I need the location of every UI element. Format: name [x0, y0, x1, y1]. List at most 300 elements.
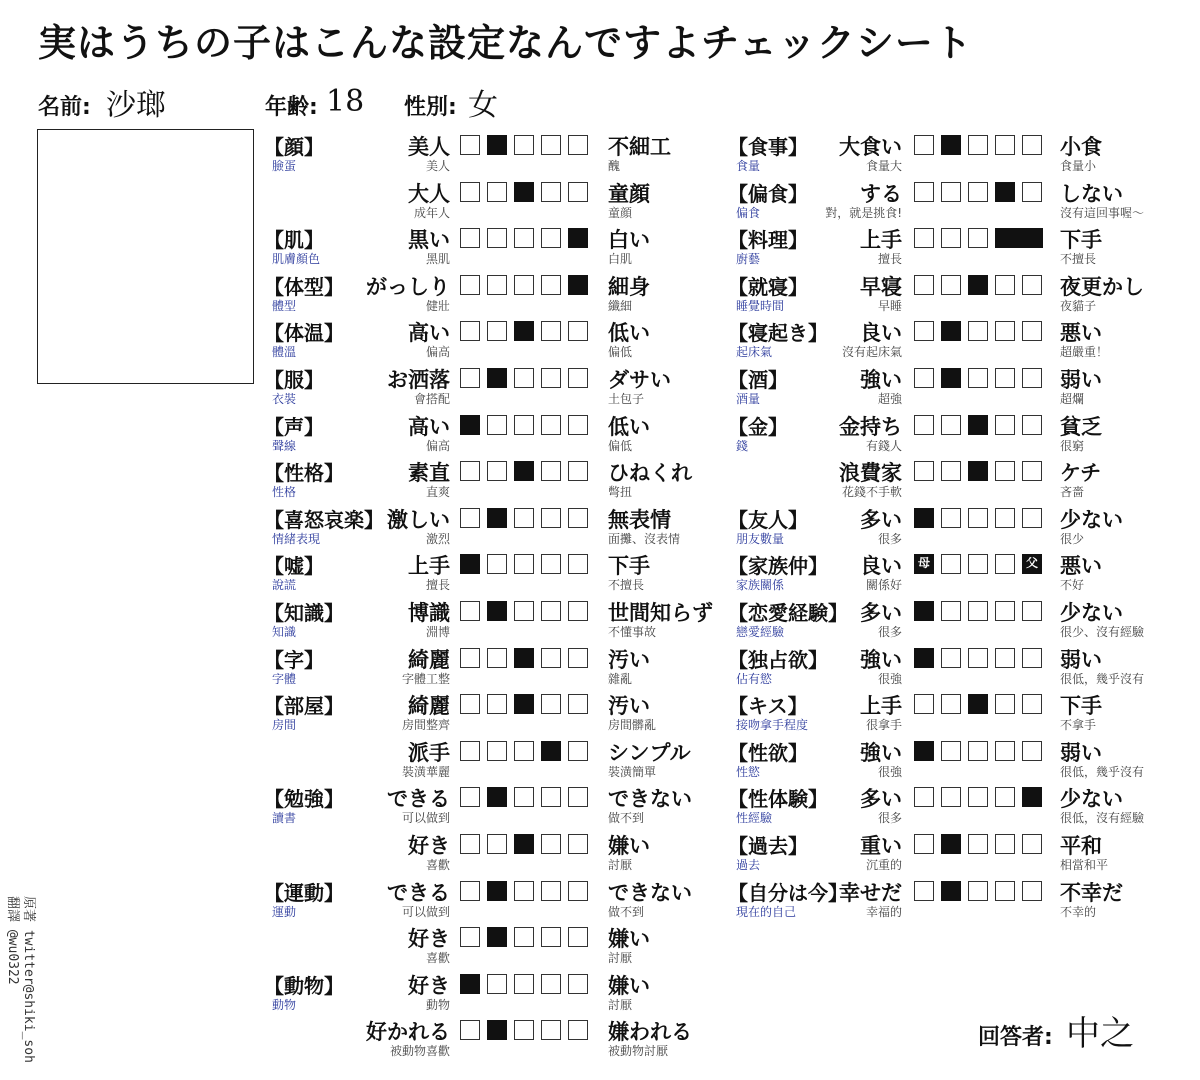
rating-box-empty[interactable] — [514, 508, 534, 528]
rating-box-filled[interactable] — [487, 1020, 507, 1040]
rating-box-empty[interactable] — [568, 834, 588, 854]
left-pole-translation: 關係好 — [865, 578, 902, 593]
left-pole-translation: 食量大 — [865, 159, 902, 173]
right-pole-label: 不幸だ — [1060, 880, 1123, 905]
right-pole-translation: 很少 — [1060, 531, 1085, 546]
rating-box-empty[interactable] — [568, 927, 588, 947]
rating-box-empty[interactable] — [514, 881, 534, 901]
rating-box-empty[interactable] — [514, 1020, 534, 1040]
right-pole-translation: 很低，幾乎沒有 — [1060, 764, 1145, 779]
rating-box-empty[interactable] — [941, 182, 961, 202]
rating-box-empty[interactable] — [1022, 881, 1042, 901]
rating-box-empty[interactable] — [568, 648, 588, 668]
rating-box-filled[interactable] — [941, 135, 961, 155]
rating-box-filled[interactable] — [941, 321, 961, 341]
trait-row — [264, 457, 724, 501]
rating-box-empty[interactable] — [941, 228, 961, 248]
rating-box-empty[interactable] — [1022, 601, 1042, 621]
category-label: 【体温】 — [264, 321, 344, 346]
rating-box-filled[interactable] — [995, 228, 1043, 248]
rating-box-empty[interactable] — [541, 648, 561, 668]
rating-box-empty[interactable] — [914, 368, 934, 388]
right-pole-label: できない — [608, 880, 692, 905]
rating-box-empty[interactable] — [460, 182, 480, 202]
rating-box-empty[interactable] — [968, 228, 988, 248]
left-pole-translation: 很強 — [877, 764, 902, 779]
credit-translator-value: @wu0322 — [5, 929, 20, 985]
right-pole-translation: 討厭 — [608, 951, 633, 966]
rating-box-empty[interactable] — [541, 834, 561, 854]
category-label: 【性体験】 — [728, 787, 828, 812]
rating-box-empty[interactable] — [487, 275, 507, 295]
rating-box-empty[interactable] — [995, 881, 1015, 901]
rating-box-empty[interactable] — [568, 368, 588, 388]
rating-box-empty[interactable] — [968, 508, 988, 528]
rating-box-empty[interactable] — [460, 135, 480, 155]
rating-box-empty[interactable] — [541, 182, 561, 202]
rating-box-empty[interactable] — [460, 648, 480, 668]
rating-box-empty[interactable] — [941, 275, 961, 295]
rating-box-empty[interactable] — [487, 554, 507, 574]
right-pole-label: 嫌われる — [608, 1020, 692, 1045]
rating-box-empty[interactable] — [968, 881, 988, 901]
rating-box-filled[interactable] — [968, 275, 988, 295]
right-pole-translation: 相當和平 — [1060, 858, 1109, 872]
rating-box-empty[interactable] — [995, 508, 1015, 528]
rating-box-empty[interactable] — [514, 135, 534, 155]
rating-box-filled[interactable] — [941, 834, 961, 854]
rating-box-empty[interactable] — [995, 554, 1015, 574]
rating-box-empty[interactable] — [460, 461, 480, 481]
rating-box-filled[interactable] — [460, 974, 480, 994]
rating-box-empty[interactable] — [1022, 415, 1042, 435]
rating-box-empty[interactable] — [941, 601, 961, 621]
rating-box-empty[interactable] — [541, 228, 561, 248]
rating-box-empty[interactable] — [968, 135, 988, 155]
rating-box-empty[interactable] — [568, 135, 588, 155]
rating-box-empty[interactable] — [1022, 508, 1042, 528]
rating-box-empty[interactable] — [941, 415, 961, 435]
right-pole-label: 平和 — [1060, 834, 1102, 858]
rating-box-filled[interactable] — [487, 787, 507, 807]
rating-box-empty[interactable] — [1022, 368, 1042, 388]
category-label: 【字】 — [264, 647, 324, 672]
right-pole-label: ダサい — [608, 368, 671, 392]
rating-box-empty[interactable] — [541, 461, 561, 481]
rating-box-empty[interactable] — [995, 368, 1015, 388]
category-label: 【就寝】 — [728, 274, 808, 299]
right-pole-label: 嫌い — [608, 834, 650, 858]
right-pole-label: ひねくれ — [608, 461, 692, 486]
left-pole-translation: 可以做到 — [401, 904, 450, 919]
category-label: 【喜怒哀楽】 — [264, 507, 384, 532]
rating-box-empty[interactable] — [487, 182, 507, 202]
rating-box-filled[interactable] — [968, 415, 988, 435]
rating-box-marked[interactable]: 父 — [1022, 554, 1042, 574]
rating-box-filled[interactable] — [487, 368, 507, 388]
right-pole-label: 下手 — [1060, 694, 1102, 719]
rating-box-marked[interactable]: 母 — [914, 554, 934, 574]
rating-box-filled[interactable] — [514, 461, 534, 481]
rating-box-empty[interactable] — [568, 321, 588, 341]
left-pole-translation: 擅長 — [877, 252, 902, 267]
rating-box-empty[interactable] — [541, 135, 561, 155]
right-pole-label: 弱い — [1060, 368, 1102, 392]
rating-box-empty[interactable] — [995, 648, 1015, 668]
category-label: 【部屋】 — [264, 694, 344, 719]
right-pole-translation: 夜貓子 — [1060, 298, 1097, 313]
left-pole-translation: 字體工整 — [401, 671, 450, 686]
gender-value: 女 — [468, 88, 498, 123]
rating-box-empty[interactable] — [460, 508, 480, 528]
rating-box-empty[interactable] — [914, 834, 934, 854]
rating-box-empty[interactable] — [1022, 321, 1042, 341]
category-translation: 體溫 — [272, 345, 297, 360]
right-pole-label: 童顔 — [608, 181, 650, 206]
rating-box-empty[interactable] — [968, 368, 988, 388]
category-label: 【知識】 — [264, 601, 344, 625]
trait-row — [728, 224, 1188, 268]
category-translation: 臉蛋 — [272, 159, 297, 173]
rating-box-empty[interactable] — [568, 741, 588, 761]
category-label: 【肌】 — [264, 228, 324, 253]
left-pole-translation: 房間整齊 — [401, 718, 450, 733]
rating-box-empty[interactable] — [941, 648, 961, 668]
rating-box-empty[interactable] — [487, 461, 507, 481]
left-pole-label: 高い — [408, 414, 450, 439]
rating-box-filled[interactable] — [541, 741, 561, 761]
rating-box-empty[interactable] — [541, 881, 561, 901]
rating-box-empty[interactable] — [541, 508, 561, 528]
left-pole-label: する — [860, 181, 902, 206]
trait-row — [728, 550, 1188, 594]
left-pole-label: 強い — [860, 647, 902, 672]
right-pole-label: 白い — [608, 228, 650, 253]
rating-box-empty[interactable] — [914, 321, 934, 341]
rating-box-empty[interactable] — [541, 415, 561, 435]
rating-box-empty[interactable] — [541, 601, 561, 621]
rating-box-empty[interactable] — [514, 228, 534, 248]
rating-box-empty[interactable] — [995, 415, 1015, 435]
left-pole-translation: 早睡 — [877, 298, 902, 313]
category-label: 【過去】 — [728, 834, 808, 858]
rating-box-empty[interactable] — [460, 321, 480, 341]
category-translation: 讀書 — [272, 811, 297, 826]
rating-box-empty[interactable] — [487, 228, 507, 248]
rating-box-empty[interactable] — [460, 368, 480, 388]
right-pole-label: 弱い — [1060, 647, 1102, 672]
rating-box-empty[interactable] — [995, 834, 1015, 854]
right-pole-translation: 不懂事故 — [608, 625, 657, 639]
rating-box-empty[interactable] — [568, 601, 588, 621]
rating-box-empty[interactable] — [460, 834, 480, 854]
right-pole-translation: 很窮 — [1060, 438, 1085, 453]
rating-box-empty[interactable] — [995, 461, 1015, 481]
right-pole-label: 小食 — [1060, 135, 1102, 159]
rating-box-empty[interactable] — [941, 508, 961, 528]
rating-box-empty[interactable] — [1022, 461, 1042, 481]
left-pole-label: できる — [387, 787, 450, 812]
trait-row — [728, 131, 1188, 175]
rating-box-empty[interactable] — [914, 275, 934, 295]
rating-box-empty[interactable] — [968, 834, 988, 854]
rating-box-empty[interactable] — [541, 694, 561, 714]
rating-box-empty[interactable] — [568, 881, 588, 901]
rating-box-filled[interactable] — [914, 508, 934, 528]
rating-box-empty[interactable] — [460, 228, 480, 248]
rating-box-empty[interactable] — [968, 554, 988, 574]
left-pole-label: 強い — [860, 740, 902, 765]
left-pole-translation: 激烈 — [425, 531, 450, 546]
rating-box-empty[interactable] — [568, 787, 588, 807]
category-label: 【食事】 — [728, 135, 808, 159]
rating-box-empty[interactable] — [487, 694, 507, 714]
rating-box-filled[interactable] — [487, 135, 507, 155]
right-pole-translation: 房間髒亂 — [608, 718, 657, 733]
rating-box-empty[interactable] — [1022, 694, 1042, 714]
rating-box-filled[interactable] — [514, 321, 534, 341]
right-pole-translation: 很低，沒有經驗 — [1060, 811, 1145, 826]
category-translation: 聲線 — [272, 438, 297, 453]
rating-box-empty[interactable] — [968, 321, 988, 341]
right-pole-label: 汚い — [608, 647, 650, 672]
rating-box-filled[interactable] — [914, 741, 934, 761]
right-pole-label: 少ない — [1060, 507, 1123, 532]
right-pole-translation: 醜 — [608, 159, 621, 173]
rating-box-empty[interactable] — [460, 927, 480, 947]
rating-box-empty[interactable] — [914, 694, 934, 714]
rating-box-empty[interactable] — [995, 135, 1015, 155]
left-pole-label: 黒い — [408, 228, 450, 253]
rating-box-filled[interactable] — [514, 834, 534, 854]
left-pole-translation: 動物 — [425, 997, 450, 1012]
credit-original-label: 原著 — [21, 896, 36, 923]
right-pole-label: 少ない — [1060, 601, 1123, 625]
rating-box-filled[interactable] — [1022, 787, 1042, 807]
left-pole-label: 好き — [408, 834, 450, 858]
rating-box-empty[interactable] — [460, 741, 480, 761]
rating-box-empty[interactable] — [568, 182, 588, 202]
rating-box-empty[interactable] — [514, 601, 534, 621]
name-label: 名前: — [38, 95, 91, 120]
rating-box-empty[interactable] — [514, 787, 534, 807]
right-pole-translation: 偏低 — [608, 345, 633, 360]
right-pole-translation: 被動物討厭 — [608, 1044, 669, 1059]
rating-box-filled[interactable] — [460, 415, 480, 435]
rating-box-filled[interactable] — [514, 694, 534, 714]
rating-box-empty[interactable] — [1022, 648, 1042, 668]
left-pole-label: 激しい — [387, 507, 450, 532]
rating-box-empty[interactable] — [995, 787, 1015, 807]
left-pole-label: 幸せだ — [839, 880, 902, 905]
rating-box-empty[interactable] — [914, 787, 934, 807]
rating-box-empty[interactable] — [1022, 275, 1042, 295]
category-translation: 朋友數量 — [736, 531, 785, 546]
rating-box-empty[interactable] — [995, 694, 1015, 714]
left-pole-label: 多い — [860, 787, 902, 812]
right-pole-label: 悪い — [1060, 554, 1102, 579]
sheet-title: 実はうちの子はこんな設定なんですよチェックシート — [38, 21, 973, 65]
rating-box-empty[interactable] — [914, 135, 934, 155]
rating-box-empty[interactable] — [968, 182, 988, 202]
rating-box-empty[interactable] — [487, 974, 507, 994]
rating-box-filled[interactable] — [941, 881, 961, 901]
rating-box-empty[interactable] — [568, 508, 588, 528]
trait-row — [728, 737, 1188, 781]
rating-box-empty[interactable] — [514, 741, 534, 761]
rating-box-empty[interactable] — [487, 321, 507, 341]
rating-box-empty[interactable] — [568, 415, 588, 435]
left-pole-label: 上手 — [408, 554, 450, 579]
left-pole-translation: 裝潢華麗 — [401, 764, 450, 779]
rating-box-empty[interactable] — [568, 461, 588, 481]
rating-box-empty[interactable] — [460, 787, 480, 807]
rating-box-empty[interactable] — [460, 275, 480, 295]
rating-box-empty[interactable] — [541, 368, 561, 388]
category-label: 【金】 — [728, 414, 788, 439]
rating-box-filled[interactable] — [941, 368, 961, 388]
right-pole-label: できない — [608, 787, 692, 812]
rating-box-empty[interactable] — [914, 182, 934, 202]
rating-box-empty[interactable] — [1022, 741, 1042, 761]
category-label: 【声】 — [264, 414, 324, 439]
category-translation: 字體 — [272, 671, 297, 686]
rating-box-empty[interactable] — [941, 787, 961, 807]
rating-box-filled[interactable] — [514, 648, 534, 668]
rating-box-filled[interactable] — [568, 228, 588, 248]
rating-box-empty[interactable] — [541, 1020, 561, 1040]
trait-row — [728, 783, 1188, 827]
rating-box-empty[interactable] — [460, 694, 480, 714]
rating-box-filled[interactable] — [487, 508, 507, 528]
rating-box-empty[interactable] — [914, 228, 934, 248]
rating-box-filled[interactable] — [487, 927, 507, 947]
left-pole-translation: 被動物喜歡 — [389, 1044, 450, 1059]
trait-row — [264, 504, 724, 548]
rating-box-empty[interactable] — [541, 974, 561, 994]
rating-box-filled[interactable] — [487, 881, 507, 901]
rating-box-filled[interactable] — [914, 601, 934, 621]
rating-box-empty[interactable] — [568, 1020, 588, 1040]
category-label: 【運動】 — [264, 880, 344, 905]
rating-box-empty[interactable] — [914, 461, 934, 481]
rating-box-empty[interactable] — [568, 554, 588, 574]
rating-box-empty[interactable] — [487, 834, 507, 854]
rating-box-empty[interactable] — [914, 415, 934, 435]
trait-row — [264, 131, 724, 175]
right-pole-label: 少ない — [1060, 787, 1123, 812]
rating-box-empty[interactable] — [941, 694, 961, 714]
rating-box-empty[interactable] — [941, 461, 961, 481]
trait-row — [264, 271, 724, 315]
rating-box-empty[interactable] — [460, 881, 480, 901]
right-pole-label: 不細工 — [608, 135, 671, 159]
rating-box-empty[interactable] — [968, 741, 988, 761]
left-pole-translation: 喜歡 — [425, 858, 450, 872]
category-label: 【恋愛経験】 — [728, 601, 848, 625]
left-pole-label: 好き — [408, 927, 450, 952]
rating-box-empty[interactable] — [487, 741, 507, 761]
left-pole-label: お洒落 — [387, 368, 450, 392]
rating-box-filled[interactable] — [914, 648, 934, 668]
rating-box-empty[interactable] — [968, 787, 988, 807]
rating-box-filled[interactable] — [995, 182, 1015, 202]
right-pole-translation: 超嚴重！ — [1060, 345, 1109, 360]
rating-box-empty[interactable] — [514, 554, 534, 574]
right-pole-label: 低い — [608, 414, 650, 439]
rating-box-empty[interactable] — [514, 974, 534, 994]
rating-box-filled[interactable] — [514, 182, 534, 202]
rating-box-empty[interactable] — [487, 415, 507, 435]
rating-box-filled[interactable] — [487, 601, 507, 621]
category-translation: 說謊 — [272, 578, 297, 593]
left-pole-label: 多い — [860, 601, 902, 625]
rating-box-empty[interactable] — [995, 601, 1015, 621]
rating-box-empty[interactable] — [1022, 135, 1042, 155]
rating-box-empty[interactable] — [941, 741, 961, 761]
rating-box-empty[interactable] — [541, 787, 561, 807]
rating-box-empty[interactable] — [968, 648, 988, 668]
category-translation: 肌膚顏色 — [272, 252, 321, 267]
right-pole-translation: 討厭 — [608, 997, 633, 1012]
left-pole-label: 高い — [408, 321, 450, 346]
rating-box-empty[interactable] — [514, 415, 534, 435]
rating-box-empty[interactable] — [995, 275, 1015, 295]
rating-box-filled[interactable] — [968, 694, 988, 714]
rating-box-filled[interactable] — [568, 275, 588, 295]
rating-box-empty[interactable] — [995, 741, 1015, 761]
rating-box-empty[interactable] — [941, 554, 961, 574]
left-pole-translation: 沉重的 — [865, 858, 902, 872]
rating-box-empty[interactable] — [995, 321, 1015, 341]
rating-box-empty[interactable] — [514, 368, 534, 388]
trait-row — [264, 178, 724, 222]
right-pole-label: 下手 — [1060, 228, 1102, 253]
rating-box-empty[interactable] — [568, 974, 588, 994]
left-pole-translation: 喜歡 — [425, 951, 450, 966]
rating-box-empty[interactable] — [1022, 182, 1042, 202]
right-pole-label: 世間知らず — [608, 601, 713, 625]
rating-box-empty[interactable] — [568, 694, 588, 714]
credit-translator — [5, 896, 24, 985]
credit-translator-label: 翻譯 — [5, 896, 20, 923]
trait-row — [728, 411, 1188, 455]
rating-box-empty[interactable] — [487, 648, 507, 668]
rating-box-empty[interactable] — [460, 601, 480, 621]
left-pole-label: 美人 — [408, 135, 450, 159]
rating-box-filled[interactable] — [968, 461, 988, 481]
rating-box-empty[interactable] — [541, 554, 561, 574]
right-pole-label: 悪い — [1060, 321, 1102, 346]
category-translation: 知識 — [272, 625, 297, 639]
rating-box-empty[interactable] — [1022, 834, 1042, 854]
rating-box-empty[interactable] — [968, 601, 988, 621]
rating-box-filled[interactable] — [460, 554, 480, 574]
trait-row — [264, 737, 724, 781]
left-pole-label: 綺麗 — [408, 647, 450, 672]
left-pole-translation: 對，就是挑食! — [825, 205, 902, 220]
rating-box-empty[interactable] — [541, 275, 561, 295]
rating-box-empty[interactable] — [541, 927, 561, 947]
rating-box-empty[interactable] — [541, 321, 561, 341]
rating-box-empty[interactable] — [914, 881, 934, 901]
rating-box-empty[interactable] — [514, 275, 534, 295]
left-pole-label: 重い — [860, 834, 902, 858]
left-pole-translation: 偏高 — [425, 438, 450, 453]
rating-box-empty[interactable] — [514, 927, 534, 947]
left-pole-translation: 很多 — [877, 531, 902, 546]
rating-box-empty[interactable] — [460, 1020, 480, 1040]
